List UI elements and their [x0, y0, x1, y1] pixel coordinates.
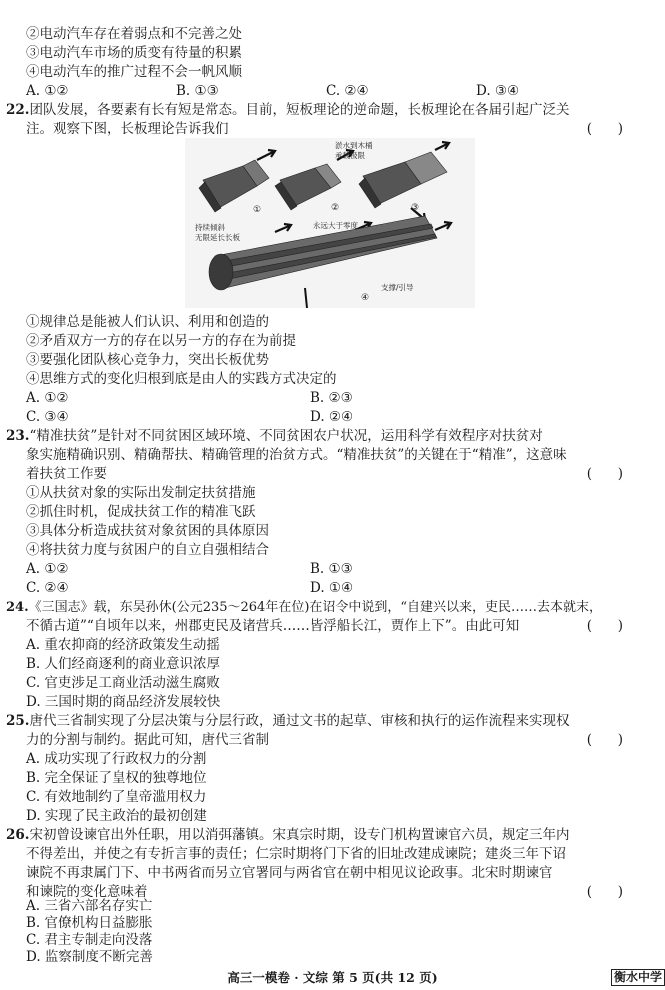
q22-option-b: B. ②③: [310, 390, 353, 406]
figure-num-1: ①: [253, 205, 262, 215]
q24-option-a: A. 重农抑商的经济政策发生动摇: [26, 637, 220, 653]
figure-label-left: 持续倾斜: [195, 223, 225, 232]
q22-statement-3: ③要强化团队核心竞争力，突出长板优势: [26, 352, 269, 368]
q23-statement-4: ④将扶贫力度与贫困户的自立自强相结合: [26, 542, 269, 558]
figure-label-mid: 永远大于零度: [313, 221, 358, 230]
q24-option-d: D. 三国时期的商品经济发展较快: [26, 694, 221, 710]
q23-option-c: C. ②④: [26, 580, 69, 596]
q26-option-d: D. 监察制度不断完善: [26, 949, 153, 965]
q26-answer-blank: ( ): [586, 884, 623, 900]
q24-answer-blank: ( ): [586, 618, 623, 634]
q22-statement-1: ①规律总是能被人们认识、利用和创造的: [26, 314, 269, 330]
figure-num-2: ②: [331, 203, 340, 213]
q26-option-b: B. 官僚机构日益膨胀: [26, 915, 153, 931]
q26-option-a: A. 三省六部名存实亡: [26, 898, 153, 914]
q21-option-c: C. ②④: [326, 83, 369, 99]
q23-statement-1: ①从扶贫对象的实际出发制定扶贫措施: [26, 485, 256, 501]
q24-stem-line-1: 24.《三国志》载，东吴孙休(公元235～264年在位)在诏令中说到，“自建兴以来，吏民……去本就末，: [6, 600, 603, 615]
q23-statement-3: ③具体分析造成扶贫对象贫困的具体原因: [26, 523, 269, 539]
figure-label-bottom: 支撑/引导: [381, 283, 414, 292]
q25-option-b: B. 完全保证了皇权的独尊地位: [26, 770, 207, 786]
q21-option-d: D. ③④: [476, 83, 520, 99]
figure-label-top-2: 承载极限: [335, 151, 365, 160]
q22-statement-2: ②矛盾双方一方的存在以另一方的存在为前提: [26, 333, 296, 349]
q25-option-c: C. 有效地制约了皇帝滥用权力: [26, 789, 207, 805]
q22-stem-line-1: 22.团队发展，各要素有长有短是常态。目前，短板理论的逆命题，长板理论在各届引起广泛关: [6, 102, 570, 118]
long-board-theory-figure: [185, 138, 475, 308]
school-watermark: 衡水中学: [611, 969, 665, 986]
q26-stem-line-3: 谏院不再隶属门下、中书两省而另立官署同与两省官在朝中相见议论政事。北宋时期谏官: [26, 865, 553, 881]
q22-number: 22.: [6, 102, 30, 118]
q21-statement-4: ④电动汽车的推广过程不会一帆风顺: [26, 64, 242, 80]
q24-stem-line-2: 不循古道”“自顷年以来，州郡吏民及诸营兵……皆浮船长江，贾作上下”。由此可知: [26, 618, 520, 634]
q21-option-b: B. ①③: [176, 83, 219, 99]
q26-stem-line-1: 26.宋初曾设谏官出外任职，用以消弭藩镇。宋真宗时期，设专门机构置谏官六员，规定三年内: [6, 827, 570, 843]
q21-option-a: A. ①②: [26, 83, 69, 99]
q23-stem-line-1: 23.“精准扶贫”是针对不同贫困区域环境、不同贫困农户状况，运用科学有效程序对扶贫对: [6, 428, 543, 444]
q22-option-d: D. ②④: [310, 409, 354, 425]
figure-label-left-2: 无限延长长板: [195, 233, 240, 242]
q24-number: 24.: [6, 600, 29, 615]
q23-stem-line-3: 着扶贫工作要: [26, 466, 107, 482]
page-footer: 高三一模卷 · 文综 第 5 页(共 12 页): [227, 970, 438, 985]
q22-answer-blank: ( ): [586, 121, 623, 137]
q26-number: 26.: [6, 827, 30, 843]
q23-option-d: D. ①④: [310, 580, 354, 596]
q25-number: 25.: [6, 713, 30, 729]
q23-number: 23.: [6, 428, 30, 444]
q23-statement-2: ②抓住时机，促成扶贫工作的精准飞跃: [26, 504, 256, 520]
figure-num-4: ④: [361, 293, 370, 303]
q21-statement-3: ③电动汽车市场的质变有待量的积累: [26, 45, 242, 61]
q26-stem-line-4: 和谏院的变化意味着: [26, 884, 148, 900]
q25-option-d: D. 实现了民主政治的最初创建: [26, 808, 207, 824]
q25-option-a: A. 成功实现了行政权力的分割: [26, 751, 207, 767]
q26-stem-line-2: 不得差出，并使之有专折言事的责任；仁宗时期将门下省的旧址改建成谏院；建炎三年下诏: [26, 846, 566, 862]
q25-answer-blank: ( ): [586, 732, 623, 748]
q25-stem-line-1: 25.唐代三省制实现了分层决策与分层行政，通过文书的起草、审核和执行的运作流程来实现权: [6, 713, 570, 729]
figure-num-3: ③: [411, 203, 420, 213]
q23-option-b: B. ①③: [310, 561, 353, 577]
q22-statement-4: ④思维方式的变化归根到底是由人的实践方式决定的: [26, 371, 337, 387]
q23-option-a: A. ①②: [26, 561, 69, 577]
q25-stem-line-2: 力的分割与制约。据此可知，唐代三省制: [26, 732, 269, 748]
q21-statement-2: ②电动汽车存在着弱点和不完善之处: [26, 26, 242, 42]
q24-option-c: C. 官吏涉足工商业活动滋生腐败: [26, 675, 220, 691]
q24-option-b: B. 人们经商逐利的商业意识浓厚: [26, 656, 221, 672]
figure-label-top: 淤水到木桶: [335, 141, 373, 150]
q23-answer-blank: ( ): [586, 466, 623, 482]
q22-option-a: A. ①②: [26, 390, 69, 406]
q22-option-c: C. ③④: [26, 409, 69, 425]
q26-option-c: C. 君主专制走向没落: [26, 932, 153, 948]
q23-stem-line-2: 象实施精确识别、精确帮扶、精确管理的治贫方式。“精准扶贫”的关键在于“精准”，这意味: [26, 447, 567, 463]
q22-stem-line-2: 注。观察下图，长板理论告诉我们: [26, 121, 229, 137]
